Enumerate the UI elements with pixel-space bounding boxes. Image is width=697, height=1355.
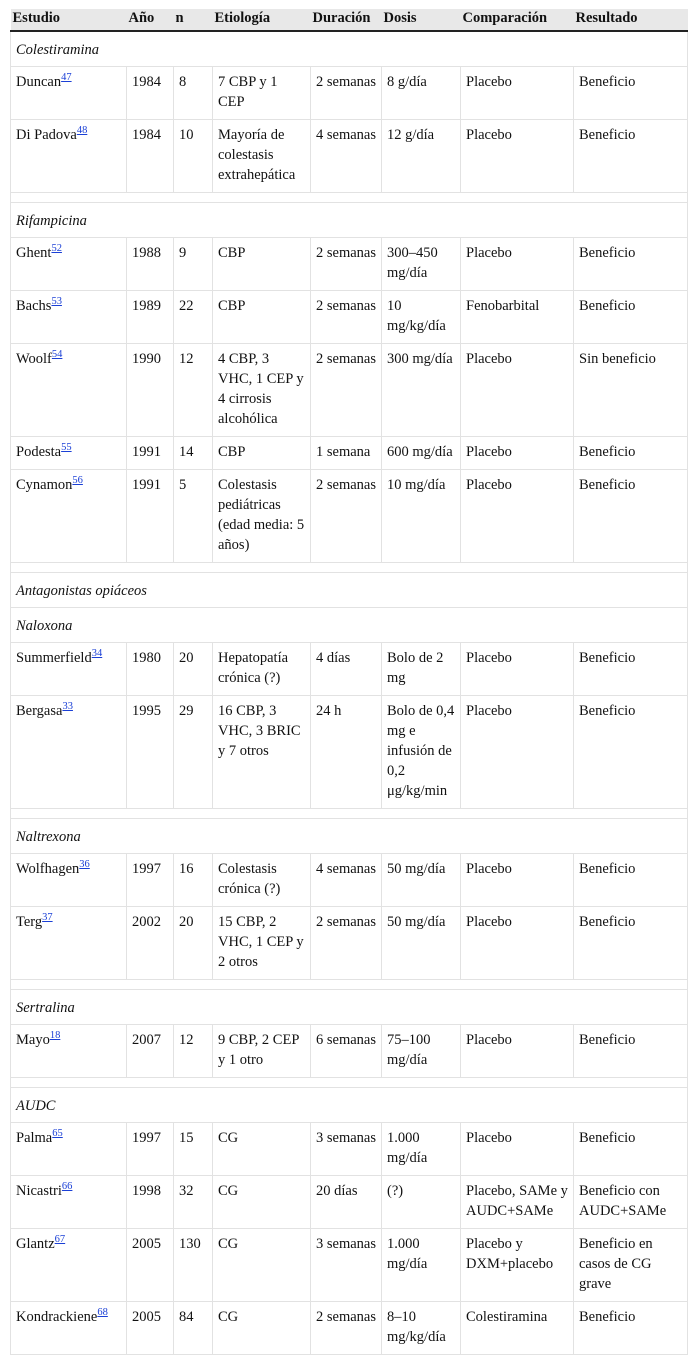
reference-superscript xyxy=(42,909,53,923)
reference-link[interactable]: 48 xyxy=(76,125,88,137)
cell-comparacion: Placebo y DXM+placebo xyxy=(461,1229,574,1302)
cell-comparacion: Fenobarbital xyxy=(461,291,574,344)
cell-dosis: 10 mg/kg/día xyxy=(382,291,461,344)
cell-duracion: 4 semanas xyxy=(311,120,382,193)
cell-n: 14 xyxy=(174,437,213,470)
cell-etiologia: CG xyxy=(213,1229,311,1302)
cell-resultado: Beneficio con AUDC+SAMe xyxy=(574,1176,688,1229)
cell-dosis: 8 g/día xyxy=(382,67,461,120)
cell-comparacion: Placebo xyxy=(461,854,574,907)
cell-dosis: Bolo de 2 mg xyxy=(382,643,461,696)
cell-resultado: Beneficio xyxy=(574,696,688,809)
cell-etiologia: CBP xyxy=(213,238,311,291)
cell-etiologia: CBP xyxy=(213,291,311,344)
header-duracion: Duración xyxy=(311,9,382,31)
cell-n: 5 xyxy=(174,470,213,563)
header-n: n xyxy=(174,9,213,31)
table-row xyxy=(11,470,688,563)
cell-etiologia: Colestasis pediátricas (edad media: 5 años) xyxy=(213,470,311,563)
cell-estudio xyxy=(11,907,127,980)
reference-superscript xyxy=(79,856,90,870)
reference-link[interactable]: 67 xyxy=(54,1234,66,1246)
table-row xyxy=(11,643,688,696)
reference-superscript xyxy=(97,1304,108,1318)
cell-etiologia: CBP xyxy=(213,437,311,470)
cell-duracion: 3 semanas xyxy=(311,1123,382,1176)
cell-anio: 2005 xyxy=(127,1229,174,1302)
studies-table xyxy=(10,9,688,1355)
reference-link[interactable]: 55 xyxy=(61,442,72,454)
cell-duracion: 2 semanas xyxy=(311,291,382,344)
header-row xyxy=(11,9,688,31)
spacer-cell xyxy=(11,809,688,819)
table-row xyxy=(11,1123,688,1176)
section-title xyxy=(11,573,688,608)
header-etiologia: Etiología xyxy=(213,9,311,31)
cell-duracion: 4 días xyxy=(311,643,382,696)
cell-estudio xyxy=(11,1302,127,1355)
cell-anio: 1984 xyxy=(127,120,174,193)
cell-anio: 2007 xyxy=(127,1025,174,1078)
cell-duracion: 2 semanas xyxy=(311,67,382,120)
study-author: Wolfhagen xyxy=(16,861,80,877)
cell-comparacion: Placebo xyxy=(461,1123,574,1176)
cell-dosis: 600 mg/día xyxy=(382,437,461,470)
reference-link[interactable]: 66 xyxy=(61,1181,73,1193)
group-spacer xyxy=(11,563,688,573)
cell-resultado: Beneficio en casos de CG grave xyxy=(574,1229,688,1302)
cell-estudio xyxy=(11,120,127,193)
study-author: Bachs xyxy=(16,298,52,314)
section-title-label: Rifampicina xyxy=(11,203,688,238)
section-title xyxy=(11,819,688,854)
cell-estudio xyxy=(11,437,127,470)
cell-estudio xyxy=(11,854,127,907)
cell-anio: 1989 xyxy=(127,291,174,344)
spacer-cell xyxy=(11,563,688,573)
table-row xyxy=(11,696,688,809)
cell-n: 20 xyxy=(174,907,213,980)
cell-n: 16 xyxy=(174,854,213,907)
reference-superscript xyxy=(62,1178,73,1192)
cell-dosis: 75–100 mg/día xyxy=(382,1025,461,1078)
study-author: Bergasa xyxy=(16,703,63,719)
cell-resultado: Beneficio xyxy=(574,643,688,696)
study-author: Cynamon xyxy=(16,477,73,493)
cell-anio: 2002 xyxy=(127,907,174,980)
cell-resultado: Beneficio xyxy=(574,470,688,563)
cell-resultado: Beneficio xyxy=(574,437,688,470)
table-row xyxy=(11,854,688,907)
cell-duracion: 2 semanas xyxy=(311,238,382,291)
cell-etiologia: CG xyxy=(213,1302,311,1355)
cell-resultado: Beneficio xyxy=(574,1025,688,1078)
reference-link[interactable]: 65 xyxy=(52,1128,63,1140)
study-author: Palma xyxy=(16,1130,53,1146)
cell-etiologia: CG xyxy=(213,1123,311,1176)
study-author: Terg xyxy=(16,914,43,930)
cell-resultado: Beneficio xyxy=(574,907,688,980)
reference-superscript xyxy=(55,1231,66,1245)
reference-superscript xyxy=(50,1027,61,1041)
cell-comparacion: Placebo, SAMe y AUDC+SAMe xyxy=(461,1176,574,1229)
cell-anio: 1998 xyxy=(127,1176,174,1229)
spacer-cell xyxy=(11,980,688,990)
cell-duracion: 2 semanas xyxy=(311,470,382,563)
cell-anio: 2005 xyxy=(127,1302,174,1355)
reference-link[interactable]: 37 xyxy=(42,912,53,924)
study-author: Duncan xyxy=(16,74,62,90)
cell-dosis: (?) xyxy=(382,1176,461,1229)
cell-duracion: 2 semanas xyxy=(311,1302,382,1355)
reference-superscript xyxy=(61,439,72,453)
study-author: Glantz xyxy=(16,1236,55,1252)
cell-n: 22 xyxy=(174,291,213,344)
cell-dosis: 50 mg/día xyxy=(382,907,461,980)
cell-dosis: 300–450 mg/día xyxy=(382,238,461,291)
section-subtitle-label: Naloxona xyxy=(11,608,688,643)
cell-resultado: Beneficio xyxy=(574,1123,688,1176)
header-resultado: Resultado xyxy=(574,9,688,31)
cell-dosis: 8–10 mg/kg/día xyxy=(382,1302,461,1355)
cell-duracion: 6 semanas xyxy=(311,1025,382,1078)
reference-superscript xyxy=(92,645,103,659)
reference-superscript xyxy=(62,698,73,712)
study-author: Nicastri xyxy=(16,1183,62,1199)
cell-anio: 1988 xyxy=(127,238,174,291)
cell-comparacion: Placebo xyxy=(461,696,574,809)
cell-resultado: Beneficio xyxy=(574,120,688,193)
reference-link[interactable]: 53 xyxy=(51,296,62,308)
cell-comparacion: Placebo xyxy=(461,238,574,291)
cell-anio: 1997 xyxy=(127,1123,174,1176)
cell-dosis: 1.000 mg/día xyxy=(382,1123,461,1176)
cell-estudio xyxy=(11,1176,127,1229)
cell-dosis: Bolo de 0,4 mg e infusión de 0,2 μg/kg/min xyxy=(382,696,461,809)
cell-estudio xyxy=(11,696,127,809)
table-row xyxy=(11,291,688,344)
header-dosis: Dosis xyxy=(382,9,461,31)
group-spacer xyxy=(11,980,688,990)
cell-duracion: 1 semana xyxy=(311,437,382,470)
cell-anio: 1984 xyxy=(127,67,174,120)
cell-etiologia: 4 CBP, 3 VHC, 1 CEP y 4 cirrosis alcohólica xyxy=(213,344,311,437)
table-body xyxy=(11,31,688,1355)
reference-superscript xyxy=(52,1125,63,1139)
cell-duracion: 3 semanas xyxy=(311,1229,382,1302)
reference-superscript xyxy=(52,346,63,360)
cell-estudio xyxy=(11,470,127,563)
section-title-label: Naltrexona xyxy=(11,819,688,854)
reference-link[interactable]: 54 xyxy=(51,349,63,361)
section-title xyxy=(11,31,688,67)
cell-anio: 1991 xyxy=(127,437,174,470)
reference-superscript xyxy=(72,472,83,486)
cell-n: 84 xyxy=(174,1302,213,1355)
cell-comparacion: Placebo xyxy=(461,344,574,437)
study-author: Podesta xyxy=(16,444,62,460)
table-row xyxy=(11,437,688,470)
reference-superscript xyxy=(61,69,72,83)
cell-anio: 1995 xyxy=(127,696,174,809)
cell-comparacion: Placebo xyxy=(461,437,574,470)
cell-anio: 1991 xyxy=(127,470,174,563)
cell-estudio xyxy=(11,238,127,291)
header-comparacion: Comparación xyxy=(461,9,574,31)
study-author: Di Padova xyxy=(16,127,77,143)
group-spacer xyxy=(11,1078,688,1088)
cell-etiologia: CG xyxy=(213,1176,311,1229)
study-author: Woolf xyxy=(16,351,52,367)
reference-link[interactable]: 56 xyxy=(72,475,83,487)
cell-n: 9 xyxy=(174,238,213,291)
cell-n: 20 xyxy=(174,643,213,696)
cell-n: 8 xyxy=(174,67,213,120)
cell-resultado: Beneficio xyxy=(574,1302,688,1355)
table-row xyxy=(11,1176,688,1229)
cell-etiologia: Colestasis crónica (?) xyxy=(213,854,311,907)
section-title xyxy=(11,990,688,1025)
cell-resultado: Beneficio xyxy=(574,291,688,344)
cell-etiologia: 7 CBP y 1 CEP xyxy=(213,67,311,120)
study-author: Kondrackiene xyxy=(16,1309,98,1325)
table-row xyxy=(11,120,688,193)
cell-resultado: Beneficio xyxy=(574,67,688,120)
header-estudio: Estudio xyxy=(11,9,127,31)
table-row xyxy=(11,238,688,291)
cell-etiologia: Hepatopatía crónica (?) xyxy=(213,643,311,696)
cell-estudio xyxy=(11,1229,127,1302)
cell-n: 29 xyxy=(174,696,213,809)
reference-superscript xyxy=(51,240,62,254)
reference-link[interactable]: 52 xyxy=(51,243,62,255)
cell-duracion: 4 semanas xyxy=(311,854,382,907)
cell-duracion: 20 días xyxy=(311,1176,382,1229)
group-spacer xyxy=(11,193,688,203)
cell-dosis: 10 mg/día xyxy=(382,470,461,563)
cell-etiologia: 16 CBP, 3 VHC, 3 BRIC y 7 otros xyxy=(213,696,311,809)
cell-estudio xyxy=(11,1123,127,1176)
table-row xyxy=(11,1229,688,1302)
cell-n: 12 xyxy=(174,1025,213,1078)
cell-comparacion: Placebo xyxy=(461,907,574,980)
cell-estudio xyxy=(11,291,127,344)
section-title-label: AUDC xyxy=(11,1088,688,1123)
cell-resultado: Beneficio xyxy=(574,238,688,291)
section-title xyxy=(11,1088,688,1123)
cell-duracion: 2 semanas xyxy=(311,344,382,437)
reference-superscript xyxy=(77,122,88,136)
table-row xyxy=(11,344,688,437)
cell-dosis: 12 g/día xyxy=(382,120,461,193)
cell-duracion: 2 semanas xyxy=(311,907,382,980)
section-title-label: Sertralina xyxy=(11,990,688,1025)
cell-etiologia: 9 CBP, 2 CEP y 1 otro xyxy=(213,1025,311,1078)
cell-comparacion: Placebo xyxy=(461,120,574,193)
cell-estudio xyxy=(11,1025,127,1078)
reference-link[interactable]: 33 xyxy=(62,701,73,713)
cell-n: 130 xyxy=(174,1229,213,1302)
cell-estudio xyxy=(11,344,127,437)
cell-dosis: 50 mg/día xyxy=(382,854,461,907)
spacer-cell xyxy=(11,1078,688,1088)
cell-duracion: 24 h xyxy=(311,696,382,809)
cell-etiologia: Mayoría de colestasis extrahepática xyxy=(213,120,311,193)
study-author: Summerfield xyxy=(16,650,92,666)
cell-comparacion: Placebo xyxy=(461,470,574,563)
cell-dosis: 1.000 mg/día xyxy=(382,1229,461,1302)
section-title xyxy=(11,203,688,238)
cell-estudio xyxy=(11,67,127,120)
table-row xyxy=(11,67,688,120)
cell-anio: 1980 xyxy=(127,643,174,696)
section-title-label: Antagonistas opiáceos xyxy=(11,573,688,608)
cell-resultado: Beneficio xyxy=(574,854,688,907)
cell-comparacion: Placebo xyxy=(461,1025,574,1078)
cell-comparacion: Placebo xyxy=(461,643,574,696)
section-subtitle xyxy=(11,608,688,643)
cell-comparacion: Placebo xyxy=(461,67,574,120)
study-author: Mayo xyxy=(16,1032,50,1048)
table-row xyxy=(11,1302,688,1355)
study-author: Ghent xyxy=(16,245,52,261)
reference-link[interactable]: 36 xyxy=(79,859,90,871)
table-row xyxy=(11,1025,688,1078)
cell-resultado: Sin beneficio xyxy=(574,344,688,437)
header-anio: Año xyxy=(127,9,174,31)
table-row xyxy=(11,907,688,980)
reference-link[interactable]: 18 xyxy=(49,1030,61,1042)
reference-link[interactable]: 34 xyxy=(91,648,103,660)
cell-dosis: 300 mg/día xyxy=(382,344,461,437)
reference-link[interactable]: 68 xyxy=(97,1307,108,1319)
cell-anio: 1990 xyxy=(127,344,174,437)
spacer-cell xyxy=(11,193,688,203)
cell-anio: 1997 xyxy=(127,854,174,907)
group-spacer xyxy=(11,809,688,819)
reference-link[interactable]: 47 xyxy=(61,72,72,84)
cell-n: 10 xyxy=(174,120,213,193)
cell-etiologia: 15 CBP, 2 VHC, 1 CEP y 2 otros xyxy=(213,907,311,980)
cell-n: 15 xyxy=(174,1123,213,1176)
section-title-label: Colestiramina xyxy=(11,31,688,67)
cell-estudio xyxy=(11,643,127,696)
cell-comparacion: Colestiramina xyxy=(461,1302,574,1355)
cell-n: 12 xyxy=(174,344,213,437)
cell-n: 32 xyxy=(174,1176,213,1229)
reference-superscript xyxy=(51,293,62,307)
